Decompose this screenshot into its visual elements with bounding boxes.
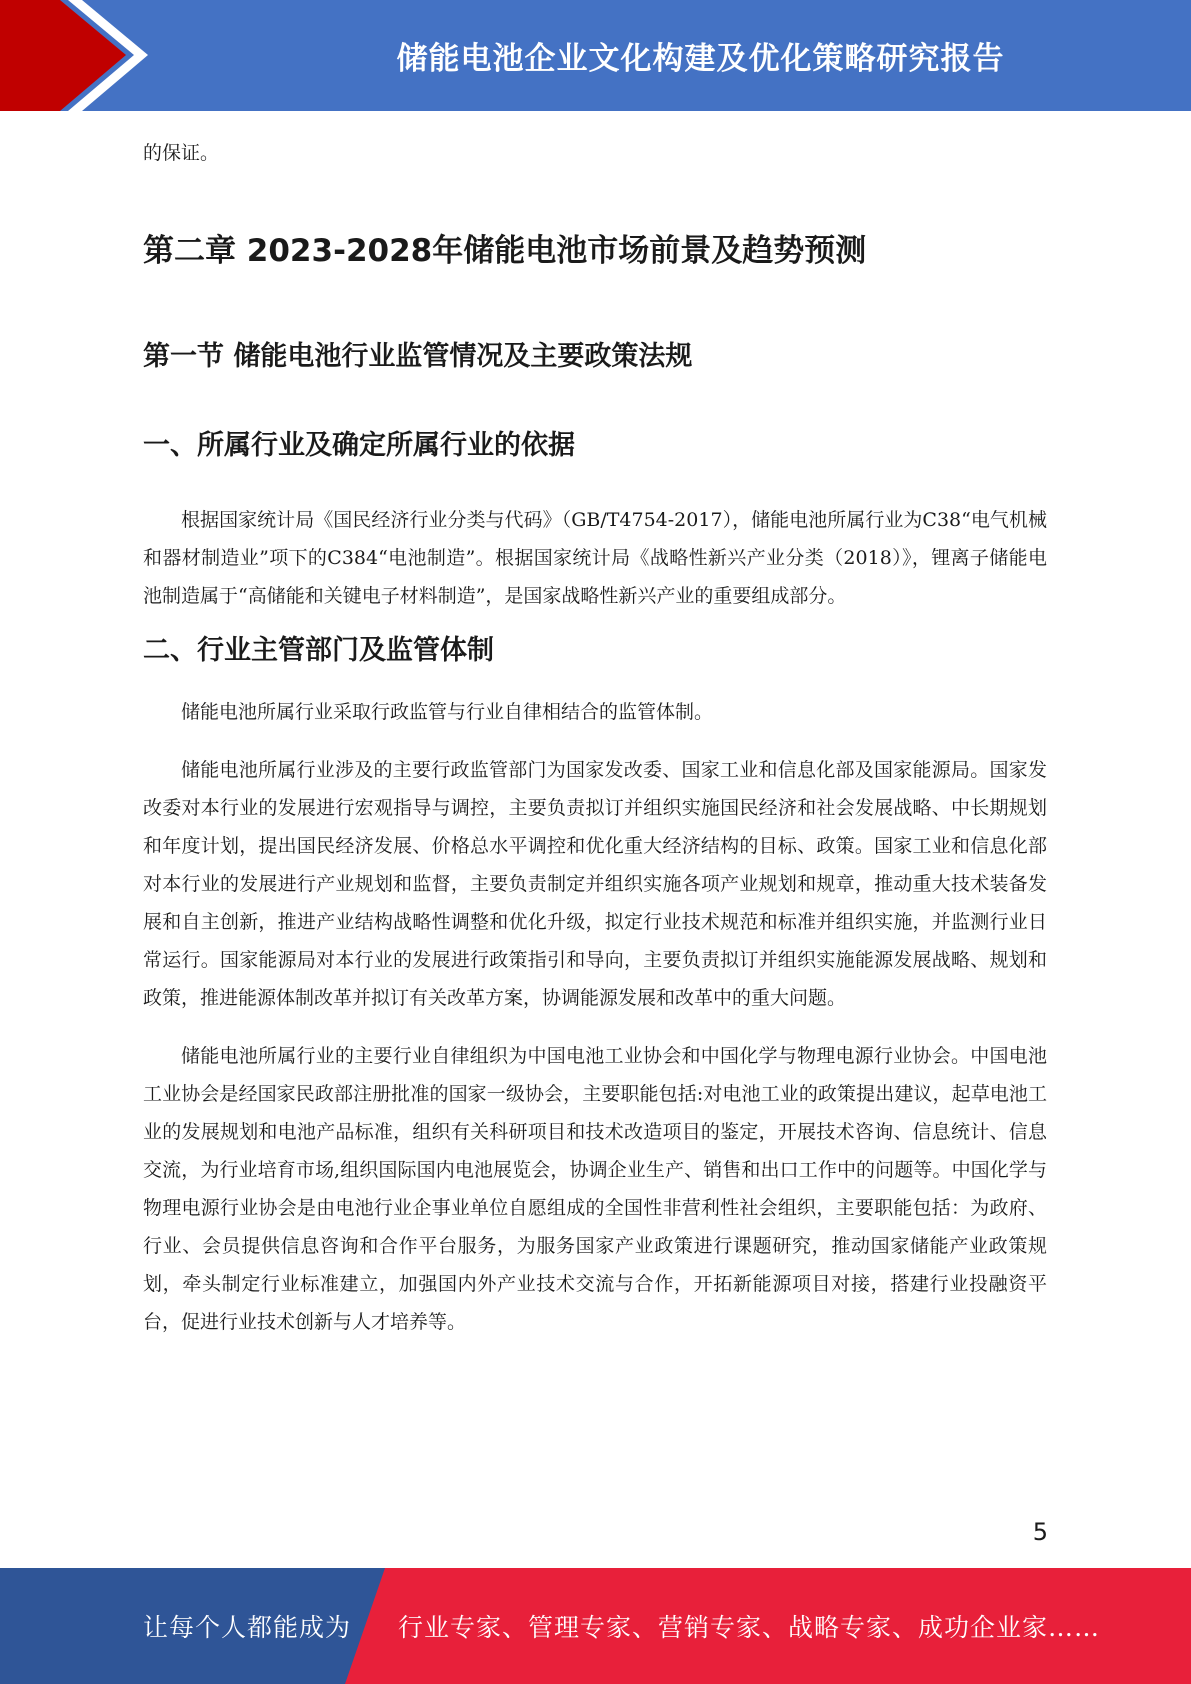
paragraph: 储能电池所属行业采取行政监管与行业自律相结合的监管体制。 <box>181 701 714 723</box>
paragraph: 根据国家统计局《国民经济行业分类与代码》（GB/T4754-2017），储能电池所属行业为C38“电气机械和器材制造业”项下的C384“电池制造”。根据国家统计局《战略性新兴产业分类（2018）》，锂离子储能电池制造属于“高储能和关键电子材料制造”，是国家战略性新兴产业的重要组成部分。 <box>143 509 1047 607</box>
subsection-title-2: 二、行业主管部门及监管体制 <box>143 635 494 666</box>
paragraph: 储能电池所属行业的主要行业自律组织为中国电池工业协会和中国化学与物理电源行业协会。中国电池工业协会是经国家民政部注册批准的国家一级协会，主要职能包括:对电池工业的政策提出建议，起草电池工业的发展规划和电池产品标准，组织有关科研项目和技术改造项目的鉴定，开展技术咨询、信息统计、信息交流，为行业培育市场,组织国际国内电池展览会，协调企业生产、销售和出口工作中的问题等。中国化学与物理电源行业协会是由电池行业企事业单位自愿组成的全国性非营利性社会组织，主要职能包括：为政府、行业、会员提供信息咨询和合作平台服务，为服务国家产业政策进行课题研究，推动国家储能产业政策规划，牵头制定行业标准建立，加强国内外产业技术交流与合作，开拓新能源项目对接，搭建行业投融资平台，促进行业技术创新与人才培养等。 <box>143 1045 1047 1333</box>
chapter-title: 第二章 2023-2028年储能电池市场前景及趋势预测 <box>143 233 867 269</box>
footer-banner <box>0 1568 1191 1684</box>
header-banner <box>0 0 1191 111</box>
footer-slogan-right: 行业专家、管理专家、营销专家、战略专家、成功企业家…… <box>398 1613 1101 1642</box>
section-title: 第一节 储能电池行业监管情况及主要政策法规 <box>143 341 693 372</box>
page-content <box>143 134 1047 1341</box>
report-title: 储能电池企业文化构建及优化策略研究报告 <box>396 41 1005 77</box>
paragraph: 储能电池所属行业涉及的主要行政监管部门为国家发改委、国家工业和信息化部及国家能源局。国家发改委对本行业的发展进行宏观指导与调控，主要负责拟订并组织实施国民经济和社会发展战略、中长期规划和年度计划，提出国民经济发展、价格总水平调控和优化重大经济结构的目标、政策。国家工业和信息化部对本行业的发展进行产业规划和监督，主要负责制定并组织实施各项产业规划和规章，推动重大技术装备发展和自主创新，推进产业结构战略性调整和优化升级，拟定行业技术规范和标准并组织实施，并监测行业日常运行。国家能源局对本行业的发展进行政策指引和导向，主要负责拟订并组织实施能源发展战略、规划和政策，推进能源体制改革并拟订有关改革方案，协调能源发展和改革中的重大问题。 <box>143 759 1047 1009</box>
footer-slogan-left: 让每个人都能成为 <box>143 1613 352 1642</box>
carryover-text: 的保证。 <box>143 142 220 164</box>
page-number: 5 <box>1032 1518 1048 1546</box>
subsection-title-1: 一、所属行业及确定所属行业的依据 <box>143 430 575 461</box>
